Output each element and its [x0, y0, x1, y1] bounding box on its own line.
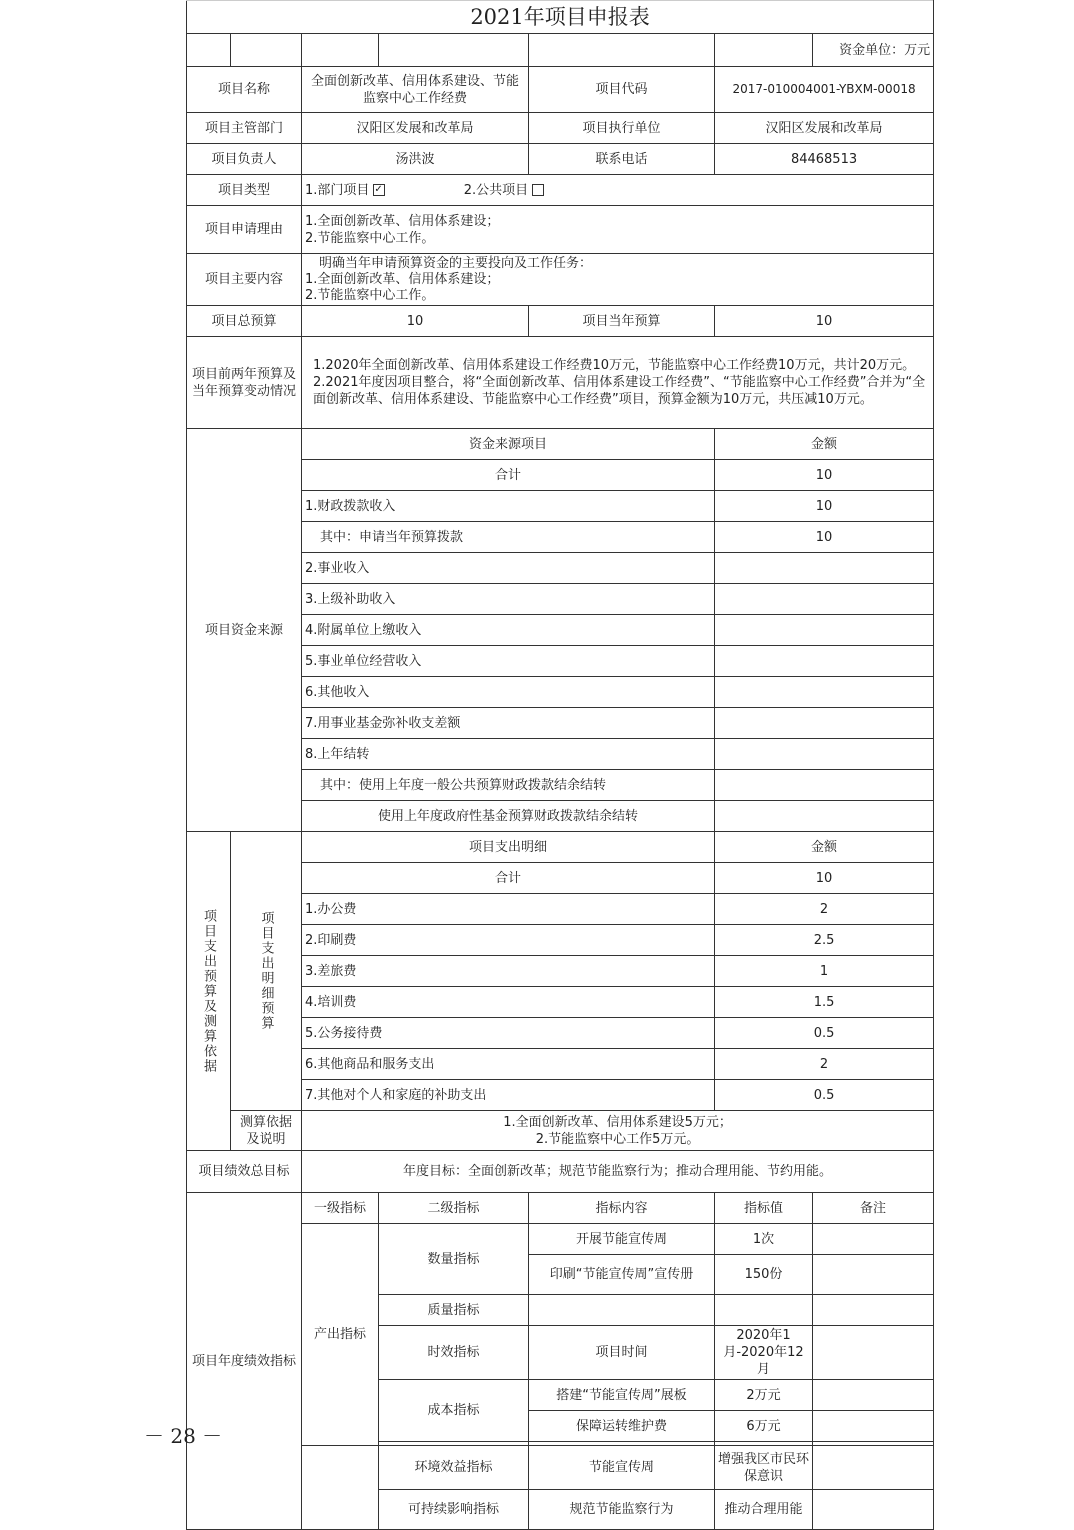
goal-label: 项目绩效总目标: [187, 1151, 302, 1193]
funding-source: 其中：申请当年预算拨款: [302, 522, 715, 553]
funding-amount: [715, 584, 934, 615]
reason-line: 1.全面创新改革、信用体系建设；: [305, 213, 500, 229]
perf-remark: [813, 1255, 934, 1295]
expense-amount: 1.5: [715, 987, 934, 1018]
expense-amount: 0.5: [715, 1018, 934, 1049]
cost-indicator: 成本指标: [379, 1380, 529, 1442]
perf-remark: [813, 1446, 934, 1490]
reason-line: 2.节能监察中心工作。: [305, 230, 435, 246]
year-budget-value: 10: [715, 306, 934, 337]
perf-header-remark: 备注: [813, 1193, 934, 1224]
perf-remark: [813, 1295, 934, 1326]
expense-item: 2.印刷费: [302, 925, 715, 956]
basis-line: 1.全面创新改革、信用体系建设5万元；: [503, 1114, 732, 1130]
basis-label: 测算依据及说明: [231, 1111, 302, 1151]
change-label: 项目前两年预算及当年预算变动情况: [187, 337, 302, 429]
project-name-value: 全面创新改革、信用体系建设、节能监察中心工作经费: [302, 67, 529, 113]
basis-line: 2.节能监察中心工作5万元。: [535, 1131, 700, 1147]
exec-unit-label: 项目执行单位: [529, 113, 715, 144]
effect-indicator: [302, 1446, 379, 1530]
expense-item: 合计: [302, 863, 715, 894]
funding-amount: [715, 553, 934, 584]
expense-amount: 2.5: [715, 925, 934, 956]
qty-indicator: 数量指标: [379, 1224, 529, 1295]
form-table: [186, 0, 934, 1530]
exec-unit-value: 汉阳区发展和改革局: [715, 113, 934, 144]
project-name-label: 项目名称: [187, 67, 302, 113]
perf-value: 6万元: [715, 1411, 813, 1442]
year-budget-label: 项目当年预算: [529, 306, 715, 337]
funding-amount: [715, 615, 934, 646]
content-label: 项目主要内容: [187, 254, 302, 306]
perf-content: 印刷“节能宣传周”宣传册: [529, 1255, 715, 1295]
unit-label: 资金单位：万元: [813, 34, 934, 67]
perf-content: 搭建“节能宣传周”展板: [529, 1380, 715, 1411]
funding-amount: [715, 646, 934, 677]
perf-content: [529, 1295, 715, 1326]
funding-amount: 10: [715, 522, 934, 553]
form-title: 2021年项目申报表: [187, 1, 934, 34]
expense-item: 4.培训费: [302, 987, 715, 1018]
funding-amount: 10: [715, 491, 934, 522]
type-label: 项目类型: [187, 175, 302, 206]
funding-label: 项目资金来源: [187, 429, 302, 832]
dept-value: 汉阳区发展和改革局: [302, 113, 529, 144]
funding-source: 3.上级补助收入: [302, 584, 715, 615]
perf-value: [715, 1295, 813, 1326]
sus-indicator: 可持续影响指标: [379, 1490, 529, 1530]
funding-amount: [715, 677, 934, 708]
perf-header-level2: 二级指标: [379, 1193, 529, 1224]
reason-label: 项目申请理由: [187, 206, 302, 254]
project-code-value: 2017-010004001-YBXM-00018: [715, 67, 934, 113]
perf-value: 150份: [715, 1255, 813, 1295]
output-indicator: 产出指标: [302, 1224, 379, 1446]
funding-source: 5.事业单位经营收入: [302, 646, 715, 677]
phone-value: 84468513: [715, 144, 934, 175]
expense-item: 1.办公费: [302, 894, 715, 925]
content-line: 1.全面创新改革、信用体系建设；: [305, 271, 500, 287]
perf-remark: [813, 1326, 934, 1380]
change-line: 2.2021年度因项目整合，将“全面创新改革、信用体系建设工作经费”、“节能监察中心工作经费”合并为“全面创新改革、信用体系建设、节能监察中心工作经费”项目，预算金额为10万元，共压减10万元。: [313, 375, 926, 407]
change-text: [302, 337, 934, 429]
type-options: [302, 175, 934, 206]
expense-amount: 2: [715, 1049, 934, 1080]
quality-indicator: 质量指标: [379, 1295, 529, 1326]
funding-amount: [715, 801, 934, 832]
funding-source: 7.用事业基金弥补收支差额: [302, 708, 715, 739]
goal-text: 年度目标：全面创新改革；规范节能监察行为；推动合理用能、节约用能。: [302, 1151, 934, 1193]
expense-amount: 10: [715, 863, 934, 894]
leader-value: 汤洪波: [302, 144, 529, 175]
perf-remark: [813, 1224, 934, 1255]
perf-content: 规范节能监察行为: [529, 1490, 715, 1530]
expense-amount: 0.5: [715, 1080, 934, 1111]
change-line: 1.2020年全面创新改革、信用体系建设工作经费10万元，节能监察中心工作经费10万元，共计20万元。: [313, 358, 916, 373]
perf-content: 开展节能宣传周: [529, 1224, 715, 1255]
perf-content: 保障运转维护费: [529, 1411, 715, 1442]
dept-label: 项目主管部门: [187, 113, 302, 144]
basis-text: [302, 1111, 934, 1151]
perf-value: 推动合理用能: [715, 1490, 813, 1530]
funding-col-source: 资金来源项目: [302, 429, 715, 460]
total-budget-value: 10: [302, 306, 529, 337]
expense-item: 3.差旅费: [302, 956, 715, 987]
funding-source: 2.事业收入: [302, 553, 715, 584]
perf-value: 增强我区市民环保意识: [715, 1446, 813, 1490]
expense-col-amount: 金额: [715, 832, 934, 863]
time-indicator: 时效指标: [379, 1326, 529, 1380]
leader-label: 项目负责人: [187, 144, 302, 175]
content-text: [302, 254, 934, 306]
funding-source: 8.上年结转: [302, 739, 715, 770]
unchecked-checkbox-icon: [532, 184, 544, 196]
perf-value: 2020年1月-2020年12月: [715, 1326, 813, 1380]
perf-content: 节能宣传周: [529, 1446, 715, 1490]
funding-amount: [715, 708, 934, 739]
content-line: 明确当年申请预算资金的主要投向及工作任务：: [319, 255, 593, 271]
expense-col-detail: 项目支出明细: [302, 832, 715, 863]
checked-checkbox-icon: ✓: [373, 184, 385, 196]
env-indicator: 环境效益指标: [379, 1446, 529, 1490]
expense-outer-label: 项目支出预算及测算依据: [187, 832, 231, 1151]
type-public-option: 2.公共项目: [463, 182, 529, 198]
funding-source: 其中：使用上年度一般公共预算财政拨款结余结转: [302, 770, 715, 801]
funding-source: 使用上年度政府性基金预算财政拨款结余结转: [302, 801, 715, 832]
expense-item: 5.公务接待费: [302, 1018, 715, 1049]
expense-item: 6.其他商品和服务支出: [302, 1049, 715, 1080]
expense-amount: 1: [715, 956, 934, 987]
perf-remark: [813, 1380, 934, 1411]
project-application-form: [186, 0, 933, 1530]
perf-value: 1次: [715, 1224, 813, 1255]
perf-header-content: 指标内容: [529, 1193, 715, 1224]
page-number: － 28 －: [144, 1424, 223, 1448]
funding-col-amount: 金额: [715, 429, 934, 460]
funding-amount: [715, 739, 934, 770]
perf-label: 项目年度绩效指标: [187, 1193, 302, 1530]
perf-remark: [813, 1490, 934, 1530]
expense-item: 7.其他对个人和家庭的补助支出: [302, 1080, 715, 1111]
funding-amount: 10: [715, 460, 934, 491]
phone-label: 联系电话: [529, 144, 715, 175]
expense-inner-label: 项目支出明细预算: [231, 832, 302, 1111]
perf-remark: [813, 1411, 934, 1442]
perf-header-level1: 一级指标: [302, 1193, 379, 1224]
perf-content: 项目时间: [529, 1326, 715, 1380]
type-dept-option: 1.部门项目: [305, 182, 370, 198]
funding-source: 合计: [302, 460, 715, 491]
reason-text: [302, 206, 934, 254]
perf-header-value: 指标值: [715, 1193, 813, 1224]
funding-source: 4.附属单位上缴收入: [302, 615, 715, 646]
total-budget-label: 项目总预算: [187, 306, 302, 337]
expense-amount: 2: [715, 894, 934, 925]
content-line: 2.节能监察中心工作。: [305, 287, 435, 303]
perf-value: 2万元: [715, 1380, 813, 1411]
funding-amount: [715, 770, 934, 801]
funding-source: 6.其他收入: [302, 677, 715, 708]
funding-source: 1.财政拨款收入: [302, 491, 715, 522]
project-code-label: 项目代码: [529, 67, 715, 113]
